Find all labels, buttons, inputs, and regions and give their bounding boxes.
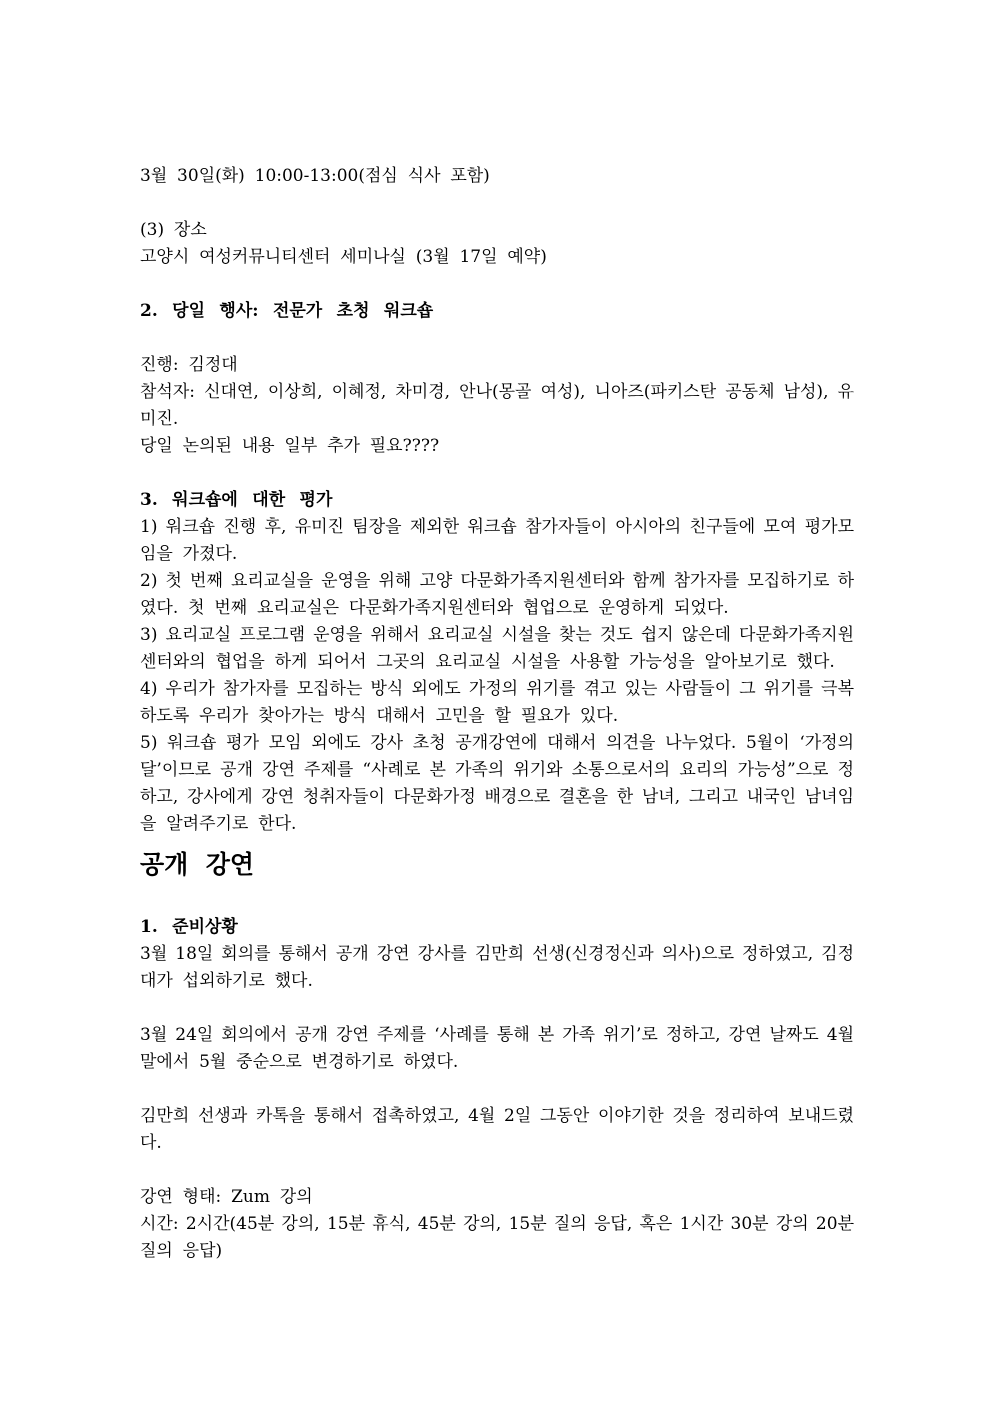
document-line: 3) 요리교실 프로그램 운영을 위해서 요리교실 시설을 찾는 것도 쉽지 않은데 다문화가족지원 [140, 625, 854, 645]
section-heading: 2. 당일 행사: 전문가 초청 워크숍 [140, 301, 434, 321]
document-line: (3) 장소 [140, 220, 207, 240]
document-line: 1) 워크숍 진행 후, 유미진 팀장을 제외한 워크숍 참가자들이 아시아의 친구들에 모여 평가모 [140, 517, 854, 537]
document-line: 진행: 김정대 [140, 355, 238, 375]
document-line: 강연 형태: Zum 강의 [140, 1187, 313, 1207]
blank-line [140, 1076, 854, 1103]
document-title: 공개 강연 [140, 850, 255, 879]
blank-line [140, 1157, 854, 1184]
document-line: 질의 응답) [140, 1241, 223, 1261]
document-body [140, 163, 854, 1265]
document-line: 2) 첫 번째 요리교실을 운영을 위해 고양 다문화가족지원센터와 함께 참가자를 모집하기로 하 [140, 571, 854, 591]
document-line: 센터와의 협업을 하게 되어서 그곳의 요리교실 시설을 사용할 가능성을 알아보기로 했다. [140, 652, 835, 672]
document-line: 하도록 우리가 찾아가는 방식 대해서 고민을 할 필요가 있다. [140, 706, 619, 726]
blank-line [140, 271, 854, 298]
blank-line [140, 325, 854, 352]
document-line: 시간: 2시간(45분 강의, 15분 휴식, 45분 강의, 15분 질의 응답, 혹은 1시간 30분 강의 20분 [140, 1214, 854, 1234]
document-line: 였다. 첫 번째 요리교실은 다문화가족지원센터와 협업으로 운영하게 되었다. [140, 598, 729, 618]
document-line: 미진. [140, 409, 179, 429]
section-heading: 3. 워크숍에 대한 평가 [140, 490, 333, 510]
blank-line [140, 887, 854, 914]
document-line: 3월 18일 회의를 통해서 공개 강연 강사를 김만희 선생(신경정신과 의사)으로 정하였고, 김정 [140, 944, 854, 964]
document-line: 참석자: 신대연, 이상희, 이혜정, 차미경, 안나(몽골 여성), 니아즈(파키스탄 공동체 남성), 유 [140, 382, 854, 402]
document-line: 임을 가졌다. [140, 544, 238, 564]
document-line: 고양시 여성커뮤니티센터 세미나실 (3월 17일 예약) [140, 247, 547, 267]
document-line: 하고, 강사에게 강연 청취자들이 다문화가정 배경으로 결혼을 한 남녀, 그리고 내국인 남녀임 [140, 787, 854, 807]
blank-line [140, 460, 854, 487]
document-line: 3월 30일(화) 10:00-13:00(점심 식사 포함) [140, 166, 490, 186]
blank-line [140, 995, 854, 1022]
section-heading: 1. 준비상황 [140, 917, 238, 937]
document-line: 대가 섭외하기로 했다. [140, 971, 313, 991]
document-line: 김만희 선생과 카톡을 통해서 접촉하였고, 4월 2일 그동안 이야기한 것을 정리하여 보내드렸 [140, 1106, 854, 1126]
document-line: 당일 논의된 내용 일부 추가 필요???? [140, 436, 440, 456]
document-line: 말에서 5월 중순으로 변경하기로 하였다. [140, 1052, 459, 1072]
document-line: 4) 우리가 참가자를 모집하는 방식 외에도 가정의 위기를 겪고 있는 사람들이 그 위기를 극복 [140, 679, 854, 699]
document-line: 달’이므로 공개 강연 주제를 “사례로 본 가족의 위기와 소통으로서의 요리의 가능성”으로 정 [140, 760, 854, 780]
document-line: 을 알려주기로 한다. [140, 814, 297, 834]
document-line: 다. [140, 1133, 162, 1153]
blank-line [140, 190, 854, 217]
document-line: 5) 워크숍 평가 모임 외에도 강사 초청 공개강연에 대해서 의견을 나누었다. 5월이 ‘가정의 [140, 733, 854, 753]
document-line: 3월 24일 회의에서 공개 강연 주제를 ‘사례를 통해 본 가족 위기’로 정하고, 강연 날짜도 4월 [140, 1025, 854, 1045]
